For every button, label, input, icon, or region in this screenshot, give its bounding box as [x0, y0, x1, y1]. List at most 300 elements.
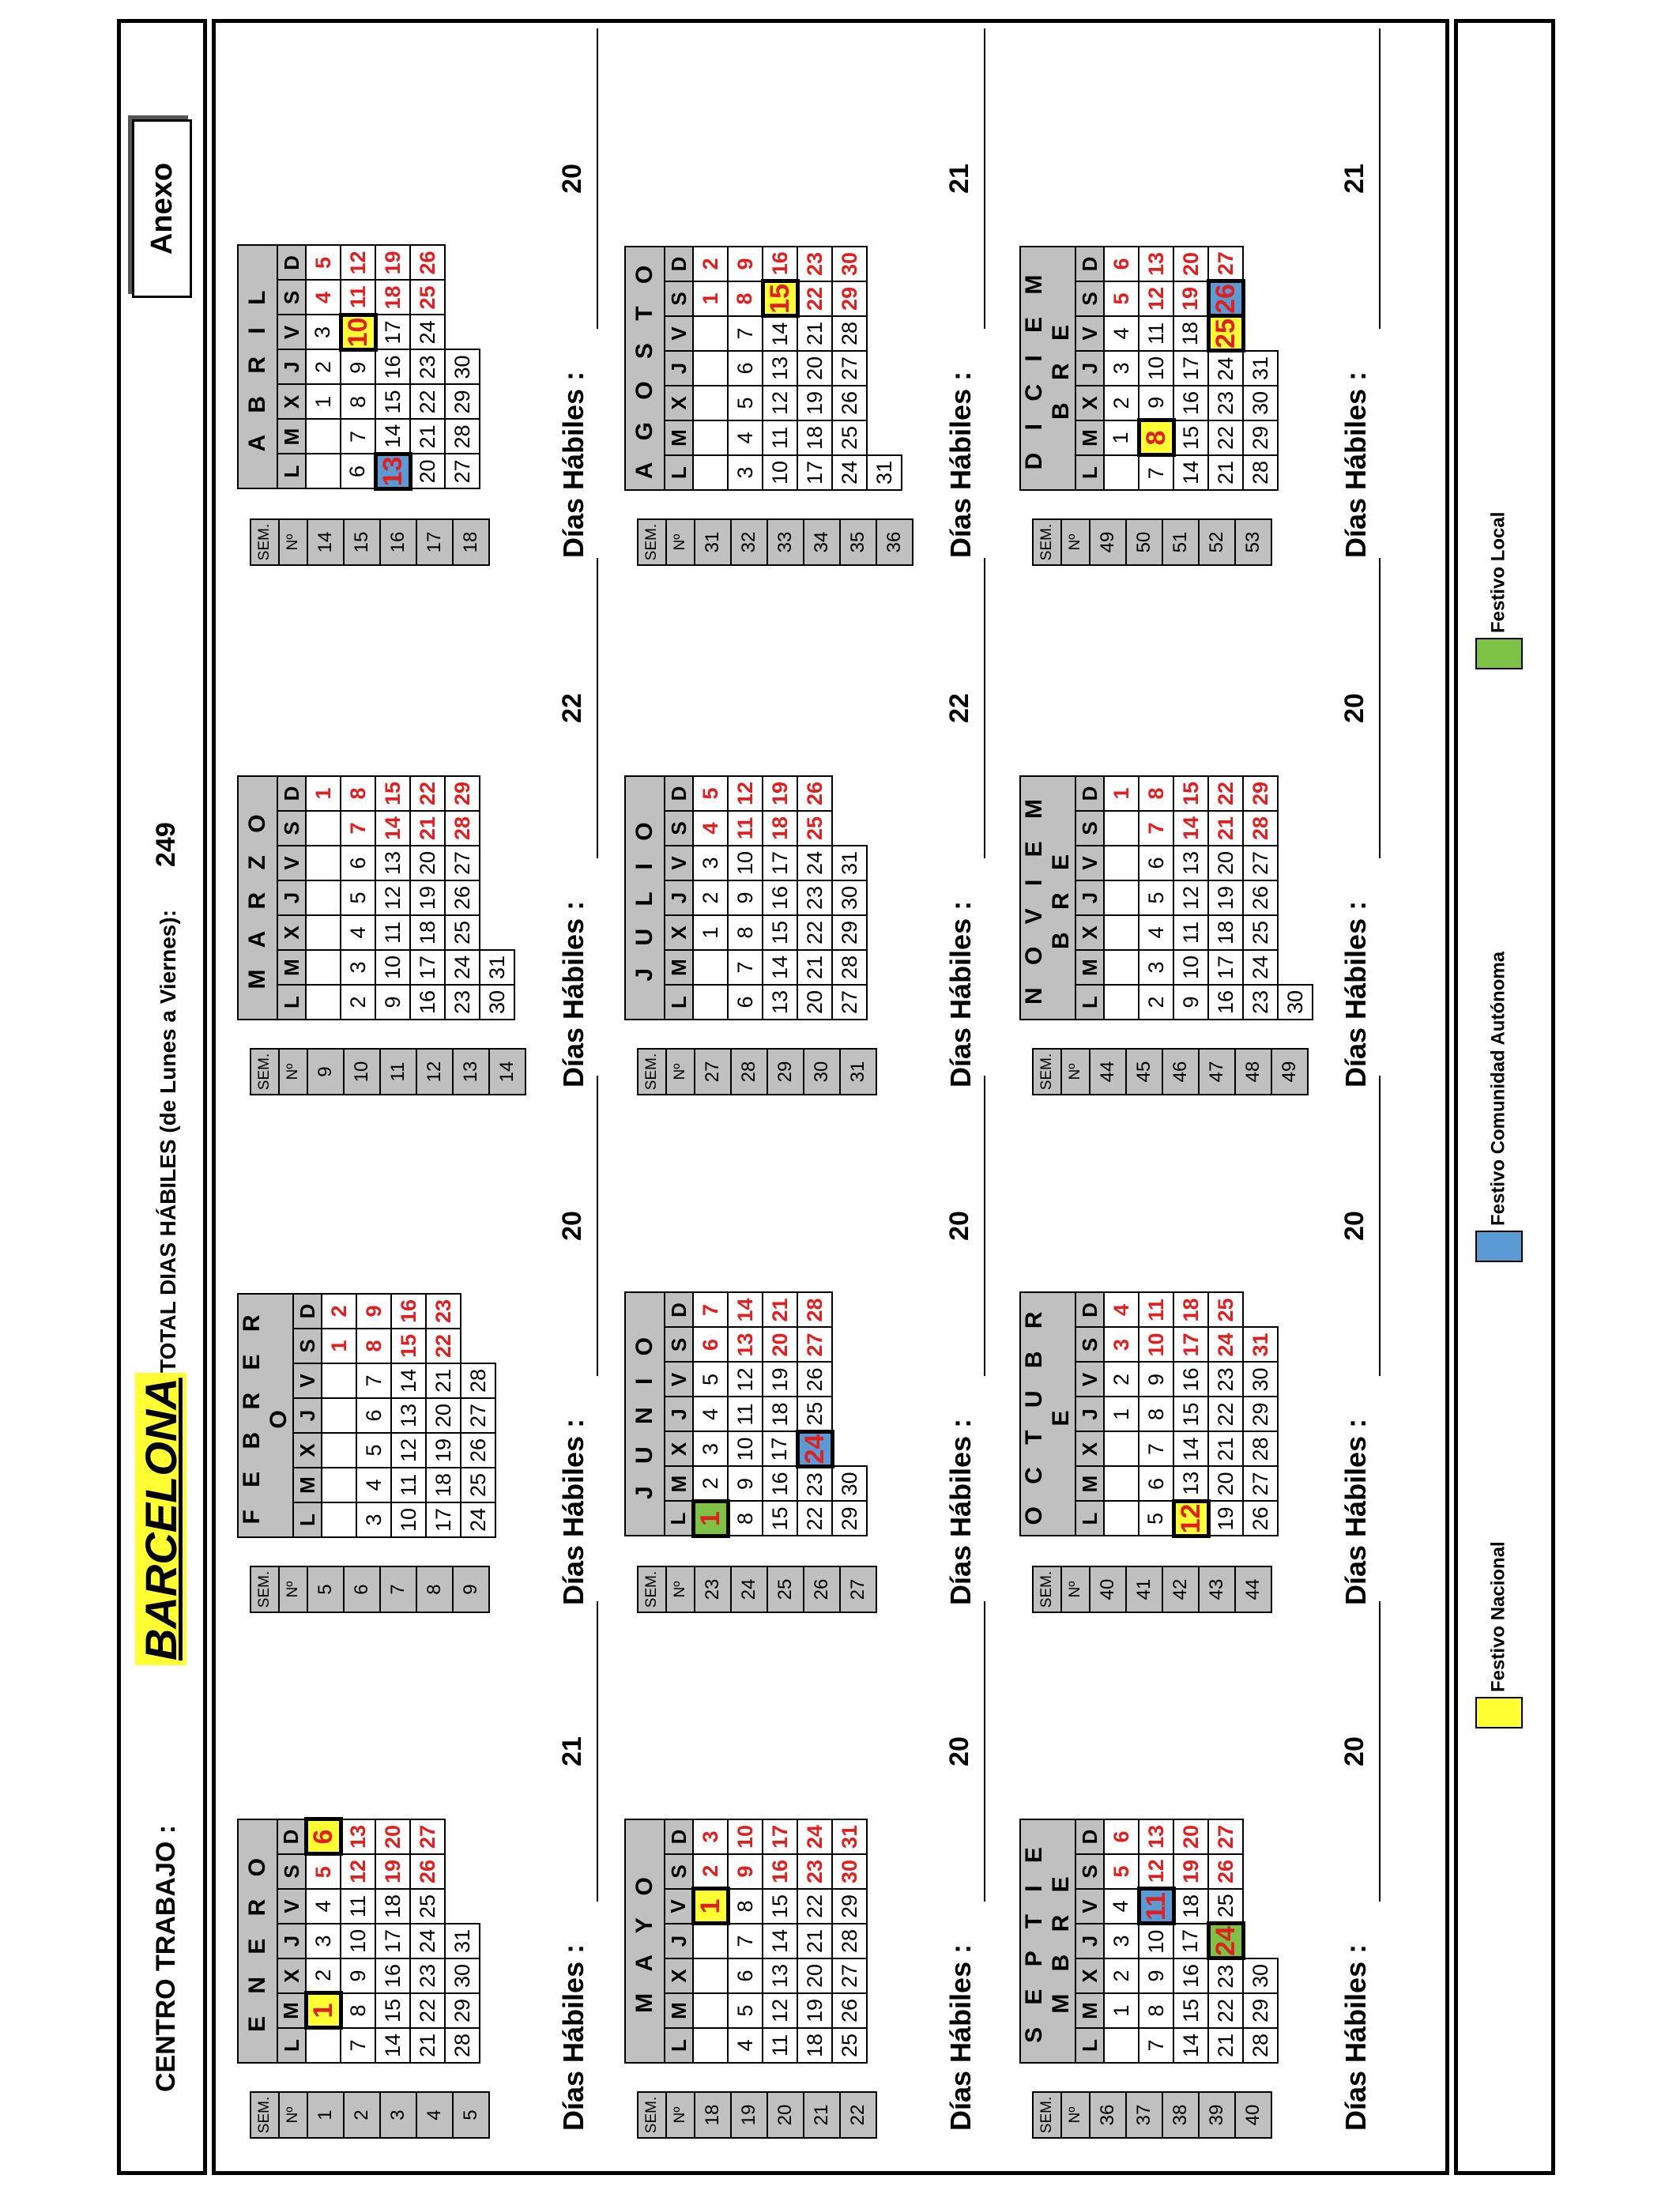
empty-day — [306, 2028, 341, 2063]
day-cell: 28 — [461, 1363, 495, 1398]
day-cell: 5 — [693, 1363, 728, 1397]
weekday-header: M — [277, 1993, 306, 2028]
empty-day — [1243, 247, 1278, 281]
day-cell: 27 — [832, 1958, 867, 1993]
day-cell: 14 — [1173, 455, 1208, 490]
empty-day — [306, 950, 341, 985]
day-cell: 17 — [426, 1502, 461, 1537]
day-cell: 7 — [728, 1924, 763, 1958]
num-header: Nº — [1061, 1566, 1090, 1612]
day-cell: 7 — [1139, 811, 1173, 846]
month-calendar — [237, 1818, 480, 2064]
week-number: 31 — [840, 1049, 876, 1095]
day-cell: 5 — [1139, 880, 1173, 915]
day-cell: 5 — [728, 1993, 763, 2028]
weekday-header: V — [665, 316, 693, 351]
day-cell: 17 — [375, 1924, 410, 1958]
day-cell: 1 — [693, 1889, 728, 1924]
day-cell: 26 — [832, 1993, 867, 2028]
dias-habiles-value: 20 — [1339, 1736, 1369, 1766]
sem-header: SEM. — [250, 519, 279, 565]
day-cell: 18 — [1173, 316, 1208, 351]
week-number: 4 — [416, 2092, 453, 2138]
empty-day — [832, 1363, 867, 1397]
day-cell: 21 — [410, 811, 445, 846]
weekday-header: L — [665, 985, 693, 1020]
day-cell: 17 — [410, 950, 445, 985]
week-number: 44 — [1090, 1049, 1126, 1095]
day-cell: 8 — [728, 1502, 763, 1536]
day-cell: 4 — [1104, 1293, 1139, 1328]
day-cell: 24 — [410, 315, 445, 350]
day-cell: 12 — [763, 386, 797, 420]
day-cell: 17 — [763, 1432, 797, 1467]
day-cell: 22 — [1208, 1397, 1243, 1432]
day-cell: 25 — [832, 2028, 867, 2063]
day-cell: 4 — [728, 2028, 763, 2063]
day-cell: 15 — [375, 1993, 410, 2028]
weekday-header: S — [665, 1854, 693, 1889]
day-cell: 23 — [1208, 1958, 1243, 1993]
day-cell: 4 — [306, 281, 341, 315]
month-name: O C T U B R E — [1020, 1293, 1075, 1536]
day-cell: 14 — [763, 1924, 797, 1958]
day-cell: 6 — [1139, 1467, 1173, 1502]
day-cell: 3 — [1104, 1924, 1139, 1958]
empty-day — [867, 386, 902, 420]
day-cell: 2 — [693, 1467, 728, 1502]
sem-header: SEM. — [1033, 2092, 1061, 2138]
day-cell: 29 — [1243, 1993, 1278, 2028]
day-cell: 6 — [341, 846, 375, 880]
weekday-header: D — [1075, 247, 1104, 281]
empty-day — [1104, 2028, 1139, 2063]
day-cell: 25 — [445, 915, 480, 950]
week-number: 22 — [840, 2092, 876, 2138]
weekday-header: J — [277, 350, 306, 385]
weekday-header: X — [293, 1433, 322, 1468]
num-header: Nº — [279, 1566, 307, 1612]
day-cell: 14 — [763, 316, 797, 351]
day-cell: 26 — [797, 1363, 832, 1397]
day-cell: 23 — [445, 985, 480, 1020]
legend-box — [1454, 19, 1555, 2175]
dias-habiles-label: Días Hábiles : — [557, 900, 590, 1088]
weekday-header: L — [277, 2028, 306, 2063]
weekday-header: V — [277, 315, 306, 350]
weekday-header: V — [665, 1889, 693, 1924]
dias-habiles-rule — [1379, 558, 1381, 858]
weekday-header: J — [1075, 880, 1104, 915]
day-cell: 19 — [797, 386, 832, 420]
empty-day — [693, 2028, 728, 2063]
day-cell: 20 — [1208, 846, 1243, 880]
month-name: D I C I E M B R E — [1020, 247, 1075, 490]
sem-header: SEM. — [638, 1566, 666, 1612]
legend-nacional-label: Festivo Nacional — [1487, 1541, 1509, 1692]
day-cell: 15 — [1173, 420, 1208, 455]
day-cell: 26 — [832, 386, 867, 420]
day-cell: 25 — [797, 811, 832, 846]
day-cell: 6 — [728, 1958, 763, 1993]
day-cell: 27 — [1243, 1467, 1278, 1502]
day-cell: 7 — [1139, 1432, 1173, 1467]
day-cell: 11 — [341, 281, 375, 315]
week-number: 29 — [767, 1049, 804, 1095]
weekday-header: X — [277, 915, 306, 950]
weekday-header: S — [277, 281, 306, 315]
month-name: A G O S T O — [625, 247, 665, 490]
day-cell: 16 — [410, 985, 445, 1020]
day-cell: 6 — [356, 1398, 391, 1433]
day-cell: 18 — [797, 2028, 832, 2063]
day-cell: 4 — [1139, 915, 1173, 950]
day-cell: 24 — [1208, 351, 1243, 386]
day-cell: 5 — [693, 776, 728, 811]
day-cell: 16 — [1173, 386, 1208, 420]
weekday-header: L — [293, 1502, 322, 1537]
weekday-header: X — [277, 385, 306, 420]
day-cell: 3 — [356, 1502, 391, 1537]
empty-day — [1278, 915, 1313, 950]
day-cell: 23 — [797, 1854, 832, 1889]
dias-habiles-value: 21 — [1339, 164, 1369, 194]
day-cell: 14 — [375, 811, 410, 846]
week-number: 11 — [380, 1049, 416, 1095]
day-cell: 20 — [410, 846, 445, 880]
day-cell: 29 — [1243, 420, 1278, 455]
city-name: BARCELONA — [135, 1373, 186, 1665]
total-dias-label: TOTAL DIAS HÁBILES (de Lunes a Viernes): — [156, 909, 180, 1373]
sem-header: SEM. — [1033, 1049, 1061, 1095]
week-number: 26 — [804, 1566, 840, 1612]
day-cell: 28 — [445, 2028, 480, 2063]
num-header: Nº — [1061, 1049, 1090, 1095]
day-cell: 21 — [1208, 811, 1243, 846]
day-cell: 18 — [410, 915, 445, 950]
day-cell: 17 — [797, 455, 832, 490]
week-number: 9 — [453, 1566, 489, 1612]
dias-habiles-label: Días Hábiles : — [944, 1943, 977, 2131]
day-cell: 16 — [391, 1294, 426, 1329]
weekday-header: D — [665, 1819, 693, 1854]
day-cell: 30 — [832, 247, 867, 281]
day-cell: 8 — [1139, 1993, 1173, 2028]
weekday-header: M — [665, 420, 693, 455]
empty-day — [1243, 1924, 1278, 1958]
week-number: 24 — [731, 1566, 767, 1612]
empty-day — [832, 811, 867, 846]
empty-day — [693, 1924, 728, 1958]
total-dias-value: 249 — [151, 822, 181, 867]
day-cell: 9 — [341, 350, 375, 385]
weekday-header: M — [1075, 420, 1104, 455]
weekday-header: M — [293, 1468, 322, 1502]
day-cell: 10 — [1139, 1924, 1173, 1958]
day-cell: 19 — [1173, 281, 1208, 316]
empty-day — [1104, 985, 1139, 1020]
dias-habiles-value: 20 — [557, 164, 587, 194]
day-cell: 6 — [693, 1328, 728, 1363]
empty-day — [322, 1502, 356, 1537]
weekday-header: M — [277, 950, 306, 985]
day-cell: 26 — [1243, 880, 1278, 915]
day-cell: 3 — [306, 315, 341, 350]
dias-habiles-rule — [597, 1076, 598, 1376]
empty-day — [693, 455, 728, 490]
day-cell: 6 — [728, 985, 763, 1020]
month-name: A B R I L — [238, 246, 277, 489]
day-cell: 22 — [410, 385, 445, 420]
day-cell: 8 — [356, 1329, 391, 1363]
day-cell: 23 — [797, 880, 832, 915]
month-name: F E B R E R O — [238, 1294, 293, 1537]
day-cell: 9 — [1173, 985, 1208, 1020]
day-cell: 21 — [797, 1924, 832, 1958]
week-number-table — [637, 518, 913, 566]
day-cell: 7 — [693, 1293, 728, 1328]
day-cell: 7 — [1139, 2028, 1173, 2063]
weekday-header: D — [1075, 776, 1104, 811]
day-cell: 24 — [410, 1924, 445, 1958]
empty-day — [322, 1433, 356, 1468]
empty-day — [1243, 316, 1278, 351]
empty-day — [306, 915, 341, 950]
day-cell: 23 — [1208, 1363, 1243, 1397]
week-number: 13 — [453, 1049, 489, 1095]
weekday-header: L — [665, 1502, 693, 1536]
week-number: 27 — [695, 1049, 731, 1095]
weekday-header: J — [665, 1397, 693, 1432]
day-cell: 24 — [1208, 1328, 1243, 1363]
day-cell: 31 — [480, 950, 514, 985]
day-cell: 3 — [1104, 1328, 1139, 1363]
day-cell: 29 — [832, 915, 867, 950]
weekday-header: J — [1075, 1924, 1104, 1958]
weekday-header: S — [1075, 1854, 1104, 1889]
day-cell: 3 — [306, 1924, 341, 1958]
day-cell: 15 — [763, 1889, 797, 1924]
month-calendar — [624, 246, 902, 491]
day-cell: 15 — [375, 776, 410, 811]
day-cell: 28 — [832, 950, 867, 985]
empty-day — [832, 776, 867, 811]
day-cell: 30 — [1278, 985, 1313, 1020]
day-cell: 26 — [797, 776, 832, 811]
weekday-header: X — [1075, 915, 1104, 950]
day-cell: 8 — [728, 915, 763, 950]
weekday-header: X — [665, 1432, 693, 1467]
empty-day — [445, 315, 480, 350]
empty-day — [1104, 1502, 1139, 1536]
day-cell: 18 — [426, 1468, 461, 1502]
month-name: M A R Z O — [238, 776, 277, 1020]
day-cell: 14 — [375, 2028, 410, 2063]
week-number: 46 — [1162, 1049, 1199, 1095]
day-cell: 1 — [306, 1993, 341, 2028]
empty-day — [445, 1889, 480, 1924]
dias-habiles-rule — [984, 558, 985, 858]
weekday-header: M — [665, 1993, 693, 2028]
empty-day — [306, 811, 341, 846]
day-cell: 21 — [797, 316, 832, 351]
day-cell: 28 — [832, 1924, 867, 1958]
empty-day — [1278, 950, 1313, 985]
legend-autonoma-label: Festivo Comunidad Autónoma — [1487, 951, 1509, 1226]
day-cell: 15 — [1173, 776, 1208, 811]
week-number-table — [1032, 2091, 1272, 2139]
day-cell: 7 — [728, 316, 763, 351]
day-cell: 28 — [832, 316, 867, 351]
day-cell: 19 — [1173, 1854, 1208, 1889]
day-cell: 29 — [445, 776, 480, 811]
day-cell: 20 — [797, 985, 832, 1020]
day-cell: 1 — [693, 281, 728, 316]
day-cell: 2 — [341, 985, 375, 1020]
day-cell: 16 — [763, 880, 797, 915]
day-cell: 11 — [1139, 1889, 1173, 1924]
week-number-table — [250, 1048, 526, 1095]
day-cell: 14 — [763, 950, 797, 985]
weekday-header: L — [1075, 985, 1104, 1020]
centro-trabajo-label: CENTRO TRABAJO : — [151, 1824, 181, 2092]
week-number: 40 — [1090, 1566, 1126, 1612]
day-cell: 22 — [797, 1502, 832, 1536]
day-cell: 2 — [322, 1294, 356, 1329]
day-cell: 22 — [797, 915, 832, 950]
week-number: 33 — [767, 519, 804, 565]
day-cell: 22 — [410, 1993, 445, 2028]
day-cell: 12 — [1173, 880, 1208, 915]
day-cell: 4 — [306, 1889, 341, 1924]
day-cell: 21 — [1208, 2028, 1243, 2063]
day-cell: 8 — [728, 281, 763, 316]
day-cell: 2 — [1104, 386, 1139, 420]
empty-day — [480, 846, 514, 880]
day-cell: 14 — [1173, 1432, 1208, 1467]
day-cell: 30 — [445, 350, 480, 385]
week-number: 28 — [731, 1049, 767, 1095]
day-cell: 28 — [445, 811, 480, 846]
weekday-header: V — [665, 1363, 693, 1397]
day-cell: 31 — [445, 1924, 480, 1958]
month-name: E N E R O — [238, 1819, 277, 2063]
dias-habiles-label: Días Hábiles : — [557, 1943, 590, 2131]
day-cell: 30 — [480, 985, 514, 1020]
day-cell: 15 — [763, 1502, 797, 1536]
day-cell: 10 — [728, 1819, 763, 1854]
weekday-header: V — [1075, 1363, 1104, 1397]
day-cell: 19 — [426, 1433, 461, 1468]
day-cell: 5 — [728, 386, 763, 420]
week-number: 38 — [1162, 2092, 1199, 2138]
week-number: 6 — [344, 1566, 380, 1612]
empty-day — [832, 1397, 867, 1432]
dias-habiles-label: Días Hábiles : — [1339, 1943, 1372, 2131]
day-cell: 16 — [763, 247, 797, 281]
day-cell: 19 — [410, 880, 445, 915]
day-cell: 8 — [341, 1993, 375, 2028]
day-cell: 3 — [693, 1432, 728, 1467]
num-header: Nº — [666, 1049, 695, 1095]
nacional-swatch — [1475, 1697, 1523, 1728]
day-cell: 5 — [306, 246, 341, 281]
day-cell: 31 — [867, 455, 902, 490]
week-number: 23 — [695, 1566, 731, 1612]
num-header: Nº — [279, 519, 307, 565]
day-cell: 2 — [1139, 985, 1173, 1020]
day-cell: 21 — [797, 950, 832, 985]
week-number: 49 — [1271, 1049, 1308, 1095]
day-cell: 28 — [1243, 811, 1278, 846]
empty-day — [461, 1294, 495, 1329]
month-calendar — [237, 1293, 496, 1538]
day-cell: 20 — [1173, 1819, 1208, 1854]
day-cell: 15 — [763, 281, 797, 316]
weekday-header: L — [1075, 1502, 1104, 1536]
day-cell: 13 — [341, 1819, 375, 1854]
day-cell: 31 — [832, 846, 867, 880]
weekday-header: J — [293, 1398, 322, 1433]
week-number: 37 — [1126, 2092, 1162, 2138]
day-cell: 15 — [375, 385, 410, 420]
sem-header: SEM. — [250, 1049, 279, 1095]
day-cell: 2 — [1104, 1958, 1139, 1993]
month-calendar — [1019, 1819, 1279, 2064]
day-cell: 12 — [763, 1993, 797, 2028]
day-cell: 3 — [1104, 351, 1139, 386]
day-cell: 11 — [763, 2028, 797, 2063]
weekday-header: D — [665, 1293, 693, 1328]
weekday-header: V — [1075, 846, 1104, 880]
day-cell: 9 — [375, 985, 410, 1020]
day-cell: 1 — [1104, 420, 1139, 455]
month-name: J U N I O — [625, 1293, 665, 1536]
day-cell: 24 — [797, 846, 832, 880]
month-name: S E P T I E M B R E — [1020, 1819, 1075, 2063]
day-cell: 17 — [1173, 1328, 1208, 1363]
day-cell: 10 — [391, 1502, 426, 1537]
num-header: Nº — [279, 2092, 307, 2138]
weekday-header: L — [665, 2028, 693, 2063]
day-cell: 17 — [1208, 950, 1243, 985]
legend-nacional — [1475, 1541, 1523, 1728]
day-cell: 27 — [832, 351, 867, 386]
anexo-box: Anexo — [132, 119, 192, 298]
weekday-header: X — [277, 1958, 306, 1993]
day-cell: 11 — [1139, 1293, 1173, 1328]
day-cell: 15 — [1173, 1397, 1208, 1432]
day-cell: 31 — [832, 1819, 867, 1854]
local-swatch — [1475, 638, 1523, 669]
day-cell: 30 — [1243, 1958, 1278, 1993]
day-cell: 30 — [832, 1854, 867, 1889]
day-cell: 11 — [728, 1397, 763, 1432]
day-cell: 23 — [410, 1958, 445, 1993]
day-cell: 16 — [1173, 1363, 1208, 1397]
empty-day — [693, 1958, 728, 1993]
weekday-header: X — [1075, 1958, 1104, 1993]
sem-header: SEM. — [1033, 1566, 1061, 1612]
empty-day — [1243, 281, 1278, 316]
day-cell: 6 — [728, 351, 763, 386]
day-cell: 25 — [797, 1397, 832, 1432]
week-number: 12 — [416, 1049, 453, 1095]
empty-day — [1104, 880, 1139, 915]
dias-habiles-value: 20 — [944, 1736, 974, 1766]
dias-habiles-rule — [1379, 1076, 1381, 1376]
month-calendar — [237, 245, 480, 492]
